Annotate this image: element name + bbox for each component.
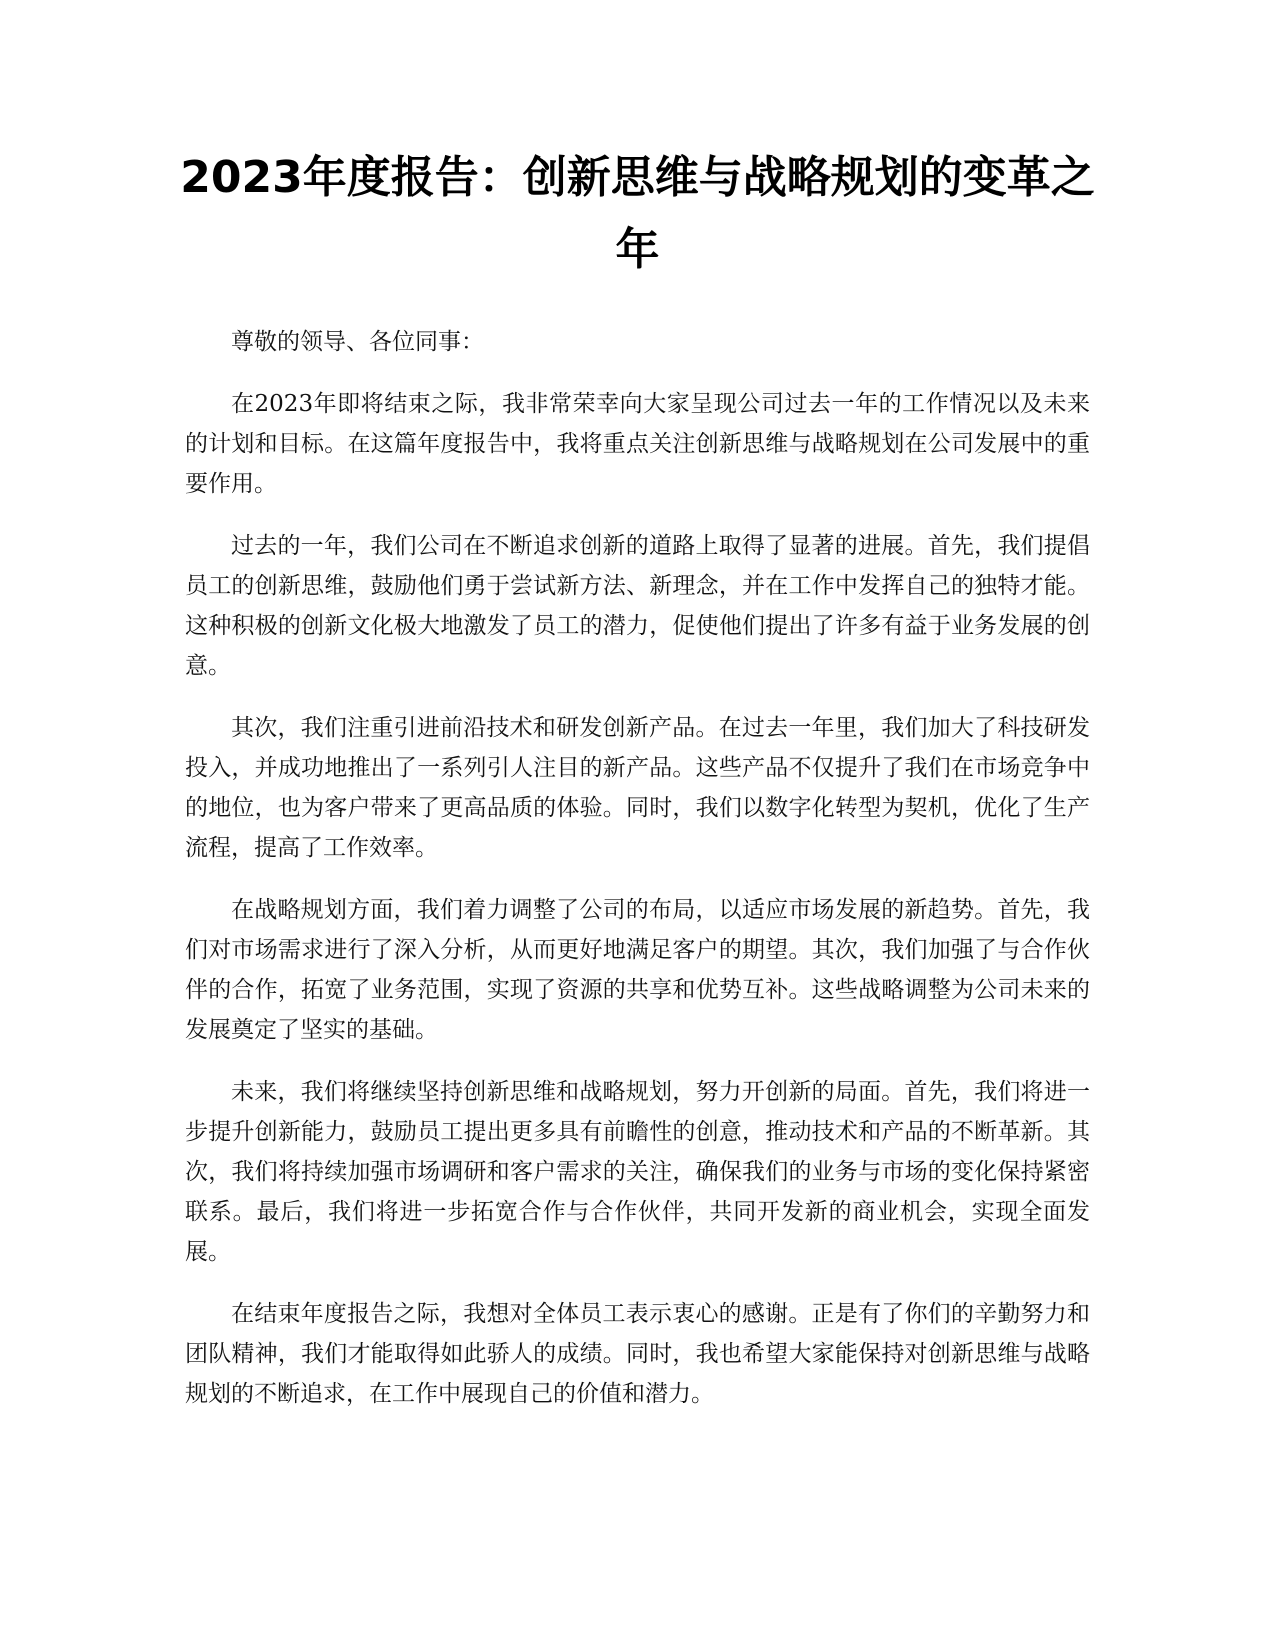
body-paragraph-6: 在结束年度报告之际，我想对全体员工表示衷心的感谢。正是有了你们的辛勤努力和团队精神，我们才能取得如此骄人的成绩。同时，我也希望大家能保持对创新思维与战略规划的不断追求，在工作中展现自己的价值和潜力。 [185, 1301, 1090, 1407]
body-paragraph-1: 在2023年即将结束之际，我非常荣幸向大家呈现公司过去一年的工作情况以及未来的计划和目标。在这篇年度报告中，我将重点关注创新思维与战略规划在公司发展中的重要作用。 [185, 391, 1090, 497]
document-title: 2023年度报告：创新思维与战略规划的变革之年 [180, 152, 1095, 275]
greeting-paragraph: 尊敬的领导、各位同事： [231, 329, 484, 355]
document-body [185, 322, 1090, 1436]
body-paragraph-3: 其次，我们注重引进前沿技术和研发创新产品。在过去一年里，我们加大了科技研发投入，并成功地推出了一系列引人注目的新产品。这些产品不仅提升了我们在市场竞争中的地位，也为客户带来了更高品质的体验。同时，我们以数字化转型为契机，优化了生产流程，提高了工作效率。 [185, 715, 1090, 861]
body-paragraph-5: 未来，我们将继续坚持创新思维和战略规划，努力开创新的局面。首先，我们将进一步提升创新能力，鼓励员工提出更多具有前瞻性的创意，推动技术和产品的不断革新。其次，我们将持续加强市场调研和客户需求的关注，确保我们的业务与市场的变化保持紧密联系。最后，我们将进一步拓宽合作与合作伙伴，共同开发新的商业机会，实现全面发展。 [185, 1079, 1090, 1265]
body-paragraph-2: 过去的一年，我们公司在不断追求创新的道路上取得了显著的进展。首先，我们提倡员工的创新思维，鼓励他们勇于尝试新方法、新理念，并在工作中发挥自己的独特才能。这种积极的创新文化极大地激发了员工的潜力，促使他们提出了许多有益于业务发展的创意。 [185, 533, 1090, 679]
body-paragraph-4: 在战略规划方面，我们着力调整了公司的布局，以适应市场发展的新趋势。首先，我们对市场需求进行了深入分析，从而更好地满足客户的期望。其次，我们加强了与合作伙伴的合作，拓宽了业务范围，实现了资源的共享和优势互补。这些战略调整为公司未来的发展奠定了坚实的基础。 [185, 897, 1090, 1043]
